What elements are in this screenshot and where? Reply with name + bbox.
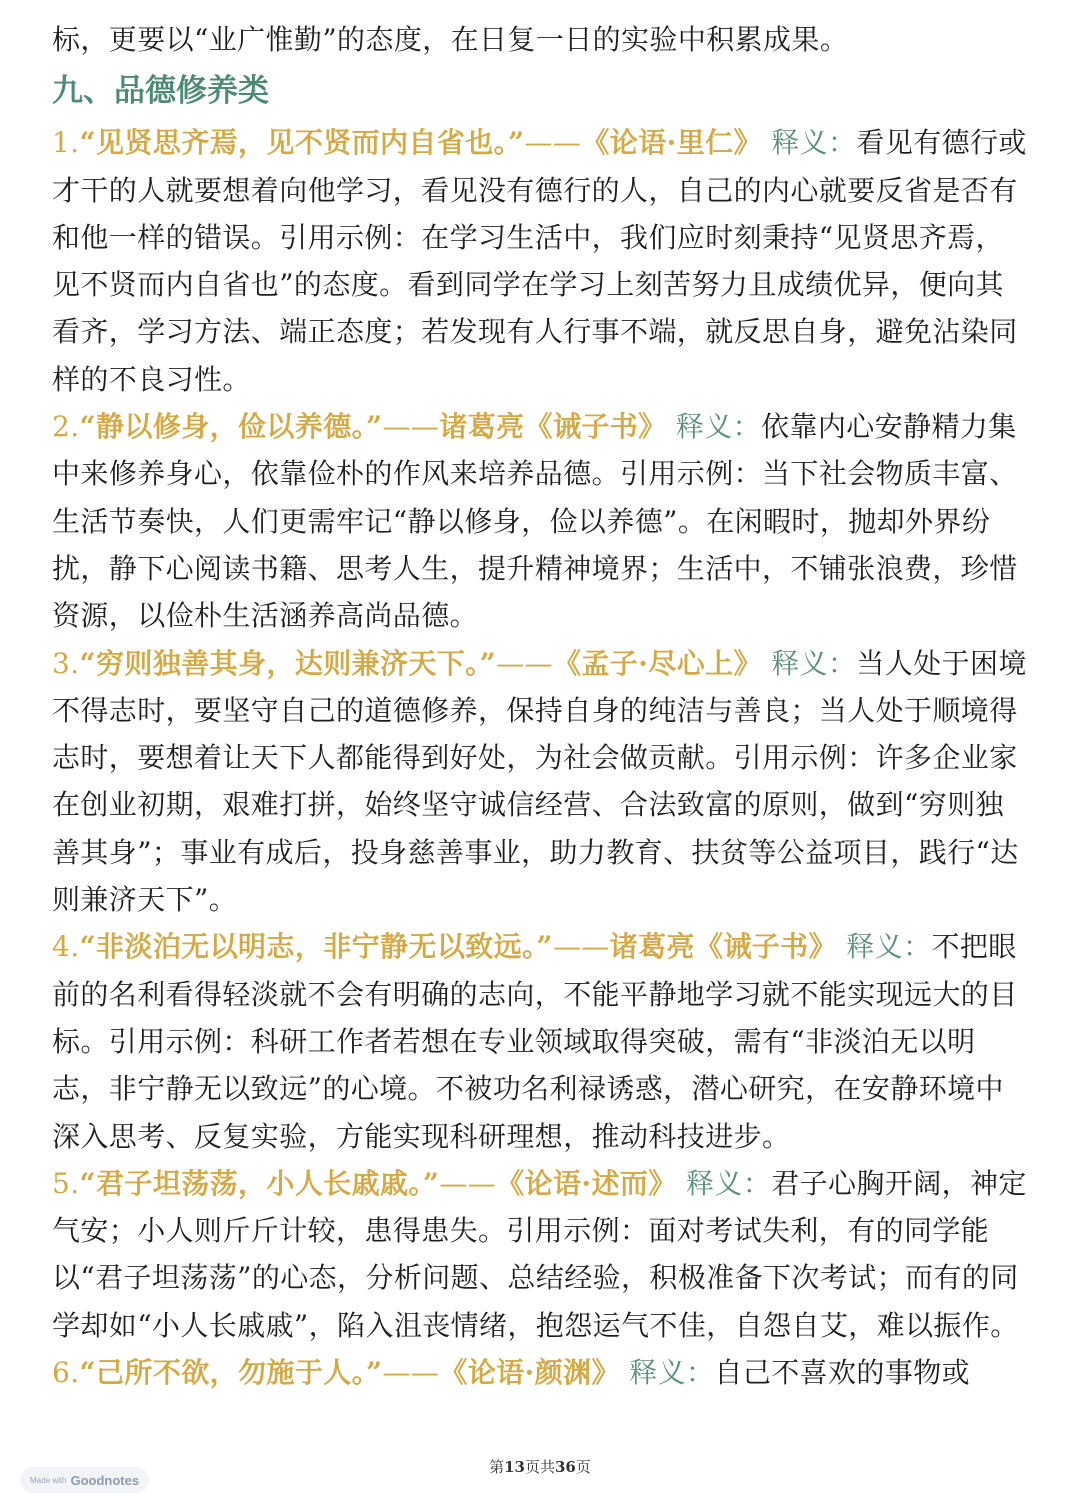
shiyi-label: 释义： (686, 1166, 772, 1200)
entry-body: 自己不喜欢的事物或 (714, 1356, 971, 1390)
entry-source: 《论语·述而》 (496, 1166, 677, 1200)
entry-source: 诸葛亮《诫子书》 (439, 410, 667, 444)
entry-quote: “穷则独善其身，达则兼济天下。” (79, 646, 497, 680)
footer-mid: 页共 (524, 1458, 555, 1476)
page-footer (0, 1456, 1080, 1477)
entry-number: 4. (52, 930, 80, 964)
entry-quote: “见贤思齐焉，见不贤而内自省也。” (79, 126, 525, 160)
entry-dash: —— (552, 930, 610, 964)
goodnotes-badge (20, 1467, 149, 1493)
footer-post: 页 (575, 1458, 591, 1476)
document-page (52, 16, 1032, 1396)
entry-source: 《论语·里仁》 (581, 126, 762, 160)
entry-body: 君子心胸开阔，神定气安；小人则斤斤计较，患得患失。引用示例：面对考试失利，有的同学能以“君子坦荡荡”的心态，分析问题、总结经验，积极准备下次考试；而有的同学却如“小人长戚戚”，陷入沮丧情绪，抱怨运气不佳，自怨自艾，难以振作。 (52, 1166, 1027, 1342)
entry-number: 3. (52, 646, 80, 680)
footer-page-number: 13 (504, 1458, 525, 1476)
entry-4 (52, 923, 1032, 1159)
section-heading: 九、品德修养类 (52, 73, 269, 110)
entry-number: 5. (52, 1166, 80, 1200)
entry-dash: —— (382, 410, 440, 444)
entry-2 (52, 403, 1032, 639)
shiyi-label: 释义： (846, 930, 932, 964)
lead-line: 标，更要以“业广惟勤”的态度，在日复一日的实验中积累成果。 (52, 23, 849, 56)
footer-pre: 第 (489, 1458, 505, 1476)
entry-number: 6. (52, 1356, 80, 1390)
entry-5 (52, 1160, 1032, 1349)
entry-number: 1. (52, 126, 80, 160)
entry-1 (52, 119, 1032, 403)
entry-body: 依靠内心安静精力集中来修养身心，依靠俭朴的作风来培养品德。引用示例：当下社会物质丰富、生活节奏快，人们更需牢记“静以修身，俭以养德”。在闲暇时，抛却外界纷扰，静下心阅读书籍、思考人生，提升精神境界；生活中，不铺张浪费，珍惜资源，以俭朴生活涵养高尚品德。 (52, 410, 1018, 633)
entry-3 (52, 640, 1032, 924)
entry-source: 诸葛亮《诫子书》 (609, 930, 837, 964)
entry-quote: “静以修身，俭以养德。” (79, 410, 383, 444)
entry-dash: —— (439, 1166, 497, 1200)
entry-dash: —— (382, 1356, 440, 1390)
goodnotes-logo-text: Goodnotes (70, 1472, 140, 1488)
entry-quote: “己所不欲，勿施于人。” (79, 1356, 383, 1390)
entry-source: 《孟子·尽心上》 (552, 646, 762, 680)
entry-quote: “非淡泊无以明志，非宁静无以致远。” (79, 930, 553, 964)
made-with-text: Made with (30, 1475, 67, 1485)
shiyi-label: 释义： (771, 646, 857, 680)
entry-quote: “君子坦荡荡，小人长戚戚。” (79, 1166, 440, 1200)
entry-6 (52, 1349, 1032, 1396)
entry-dash: —— (496, 646, 553, 680)
shiyi-label: 释义： (771, 126, 857, 160)
entry-body: 看见有德行或才干的人就要想着向他学习，看见没有德行的人，自己的内心就要反省是否有和他一样的错误。引用示例：在学习生活中，我们应时刻秉持“见贤思齐焉，见不贤而内自省也”的态度。看到同学在学习上刻苦努力且成绩优异，便向其看齐，学习方法、端正态度；若发现有人行事不端，就反思自身，避免沾染同样的不良习性。 (52, 126, 1027, 396)
footer-total-pages: 36 (555, 1458, 576, 1476)
entry-dash: —— (524, 126, 582, 160)
shiyi-label: 释义： (629, 1356, 715, 1390)
entry-source: 《论语·颜渊》 (439, 1356, 620, 1390)
entry-number: 2. (52, 410, 80, 444)
entry-body: 不把眼前的名利看得轻淡就不会有明确的志向，不能平静地学习就不能实现远大的目标。引用示例：科研工作者若想在专业领域取得突破，需有“非淡泊无以明志，非宁静无以致远”的心境。不被功名利禄诱惑，潜心研究，在安静环境中深入思考、反复实验，方能实现科研理想，推动科技进步。 (52, 930, 1018, 1153)
shiyi-label: 释义： (675, 410, 762, 444)
entry-body: 当人处于困境不得志时，要坚守自己的道德修养，保持自身的纯洁与善良；当人处于顺境得志时，要想着让天下人都能得到好处，为社会做贡献。引用示例：许多企业家在创业初期，艰难打拼，始终坚守诚信经营、合法致富的原则，做到“穷则独善其身”；事业有成后，投身慈善事业，助力教育、扶贫等公益项目，践行“达则兼济天下”。 (52, 646, 1027, 917)
